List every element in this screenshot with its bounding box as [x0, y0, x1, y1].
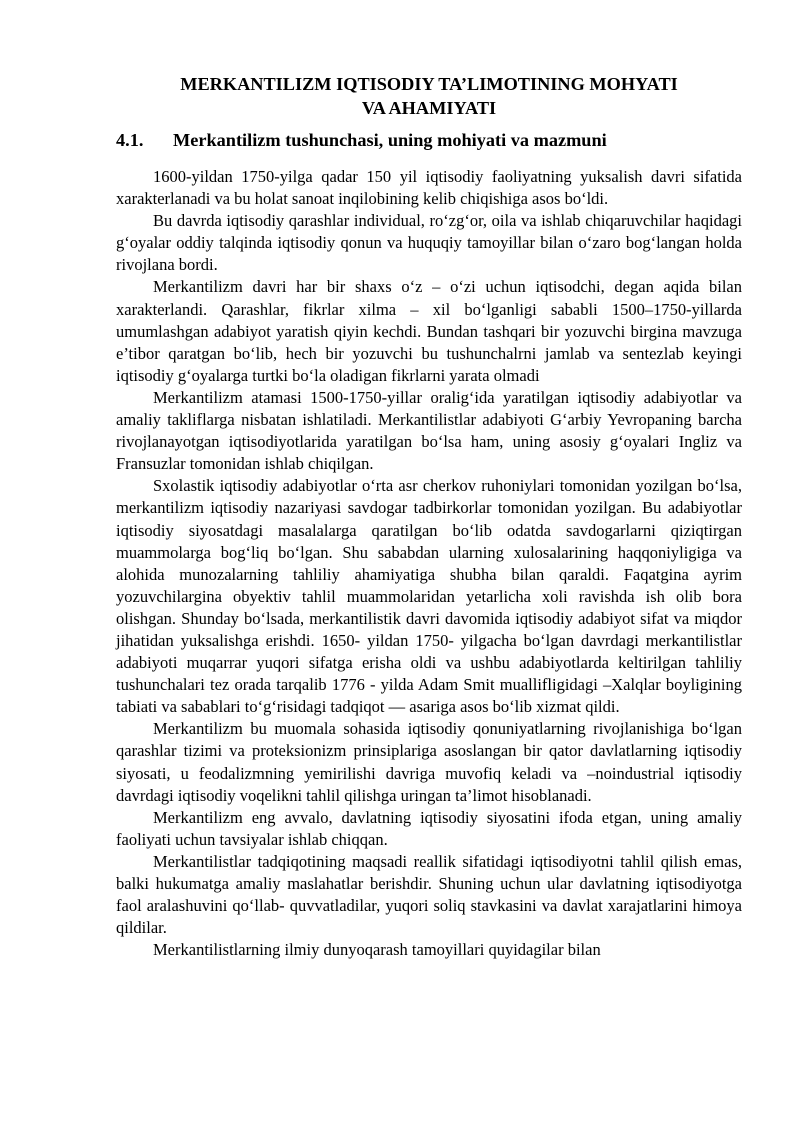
title-line-1: MERKANTILIZM IQTISODIY TA’LIMOTINING MOHYATI	[180, 74, 678, 94]
paragraph-5: Sxolastik iqtisodiy adabiyotlar o‘rta asr cherkov ruhoniylari tomonidan yozilgan bo‘lsa, merkantilizm iqtisodiy nazariyasi savdogar tadbirkorlar tomonidan yozilgan. Bu adabiyotlar iqtisodiy siyosatdagi masalalarga qaratilgan bo‘lib odatda savdogarlarni qiziqtirgan muammolarga bog‘liq bo‘lgan. Shu sababdan ularning xulosalarining haqqoniyligiga va alohida munozalarning tahliliy ahamiyatiga shubha bilan qaraldi. Faqatgina ayrim yozuvchilargina obyektiv tahlil muammolaridan yetarlicha xoli ravishda ish olib bora olishgan. Shunday bo‘lsada, merkantilistik davri davomida iqtisodiy adabiyot sifat va miqdor jihatidan yuksalishga erishdi. 1650- yildan 1750- yilgacha bo‘lgan davrdagi merkantilistlar adabiyoti muqarrar yuqori sifatga erisha oldi va ushbu adabiyotlarda keltirilgan tahliliy tushunchalari tez orada tarqalib 1776 - yilda Adam Smit muallifligidagi –Xalqlar boyligining tabiati va sabablari to‘g‘risidagi tadqiqot — asariga asos bo‘lib xizmat qildi.	[116, 476, 742, 717]
paragraph-4: Merkantilizm atamasi 1500-1750-yillar oralig‘ida yaratilgan iqtisodiy adabiyotlar va amaliy takliflarga nisbatan ishlatiladi. Merkantilistlar adabiyoti G‘arbiy Yevropaning barcha rivojlanayotgan iqtisodiyotlarida yaratilgan bo‘lsa ham, uning asosiy g‘oyalari Ingliz va Fransuzlar tomonidan ishlab chiqilgan.	[116, 387, 742, 474]
document-page	[116, 72, 742, 961]
section-heading	[116, 128, 742, 152]
paragraph-1: 1600-yildan 1750-yilga qadar 150 yil iqtisodiy faoliyatning yuksalish davri sifatida xarakterlanadi va bu holat sanoat inqilobining kelib chiqishiga asos bo‘ldi.	[116, 167, 742, 209]
paragraph-3: Merkantilizm davri har bir shaxs o‘z – o‘zi uchun iqtisodchi, degan aqida bilan xarakterlandi. Qarashlar, fikrlar xilma – xil bo‘lganligi sababli 1500–1750-yillarda umumlashgan adabiyot yaratish qiyin kechdi. Bundan tashqari bir yozuvchi birgina mavzuga e’tibor qaratgan bo‘lib, hech bir yozuvchi bu tushunchalrni jamlab va sentezlab keyingi iqtisodiy g‘oyalarga turtki bo‘la oladigan fikrlarni yarata olmadi	[116, 277, 742, 385]
title-line-2: VA AHAMIYATI	[361, 98, 497, 118]
paragraph-9: Merkantilistlarning ilmiy dunyoqarash tamoyillari quyidagilar bilan	[153, 940, 601, 960]
section-title: Merkantilizm tushunchasi, uning mohiyati va mazmuni	[173, 130, 607, 150]
paragraph-7: Merkantilizm eng avvalo, davlatning iqtisodiy siyosatini ifoda etgan, uning amaliy faoliyati uchun tavsiyalar ishlab chiqqan.	[116, 807, 742, 849]
section-number: 4.1.	[116, 130, 144, 150]
document-title	[116, 72, 742, 120]
paragraph-6: Merkantilizm bu muomala sohasida iqtisodiy qonuniyatlarning rivojlanishiga bo‘lgan qarashlar tizimi va proteksionizm prinsiplariga asoslangan bir qator davlatlarning iqtisodiy siyosati, u feodalizmning yemirilishi davriga muvofiq keladi va –noindustrial iqtisodiy davrdagi iqtisodiy voqelikni tahlil qilishga uringan ta’limot hisoblanadi.	[116, 719, 742, 805]
paragraph-8: Merkantilistlar tadqiqotining maqsadi reallik sifatidagi iqtisodiyotni tahlil qilish emas, balki hukumatga amaliy maslahatlar berishdir. Shuning uchun ular davlatning iqtisodiyotga faol aralashuvini qo‘llab- quvvatladilar, yuqori soliq stavkasini va davlat xarajatlarini himoya qildilar.	[116, 851, 742, 938]
paragraph-2: Bu davrda iqtisodiy qarashlar individual, ro‘zg‘or, oila va ishlab chiqaruvchilar haqidagi g‘oyalar oddiy talqinda iqtisodiy qonun va huquqiy tamoyillar bilan o‘zaro bog‘langan holda rivojlana bordi.	[116, 211, 742, 275]
